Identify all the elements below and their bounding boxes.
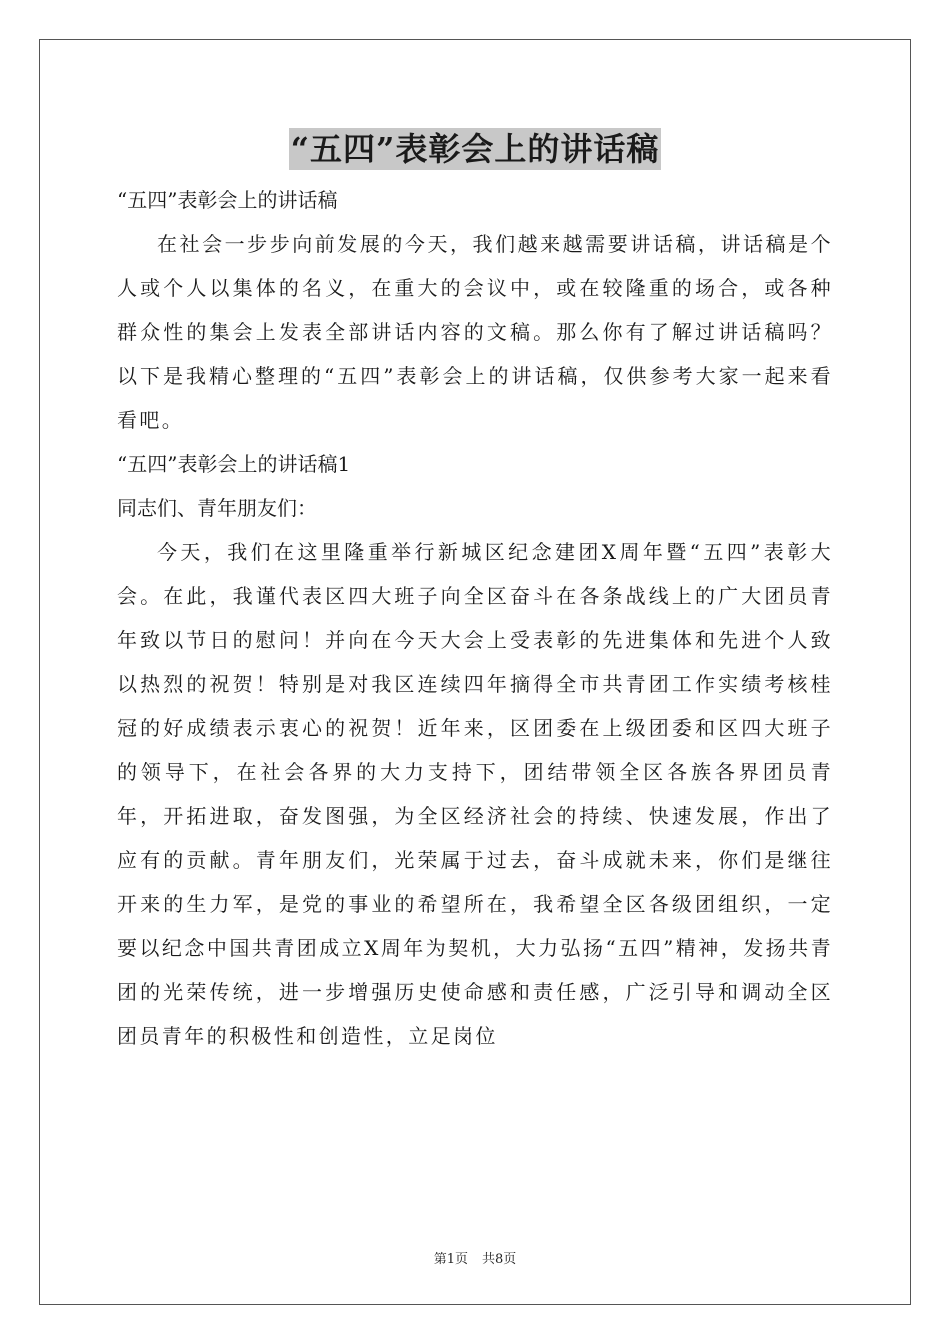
body-paragraph: 今天，我们在这里隆重举行新城区纪念建团X周年暨“五四”表彰大会。在此，我谨代表区四大班子向全区奋斗在各条战线上的广大团员青年致以节日的慰问！并向在今天大会上受表彰的先进集体和先进个人致以热烈的祝贺！特别是对我区连续四年摘得全市共青团工作实绩考核桂冠的好成绩表示衷心的祝贺！近年来，区团委在上级团委和区四大班子的领导下，在社会各界的大力支持下，团结带领全区各族各界团员青年，开拓进取，奋发图强，为全区经济社会的持续、快速发展，作出了应有的贡献。青年朋友们，光荣属于过去，奋斗成就未来，你们是继往开来的生力军，是党的事业的希望所在，我希望全区各级团组织，一定要以纪念中国共青团成立X周年为契机，大力弘扬“五四”精神，发扬共青团的光荣传统，进一步增强历史使命感和责任感，广泛引导和调动全区团员青年的积极性和创造性，立足岗位 xyxy=(117,540,833,1048)
document-title xyxy=(0,128,950,170)
page-total: 共8页 xyxy=(482,1252,517,1267)
salutation: 同志们、青年朋友们： xyxy=(117,496,317,520)
page-number: 第1页 xyxy=(433,1252,468,1267)
intro-paragraph: 在社会一步步向前发展的今天，我们越来越需要讲话稿，讲话稿是个人或个人以集体的名义，在重大的会议中，或在较隆重的场合，或各种群众性的集会上发表全部讲话内容的文稿。那么你有了解过讲话稿吗？以下是我精心整理的“五四”表彰会上的讲话稿，仅供参考大家一起来看看吧。 xyxy=(117,232,833,432)
document-body xyxy=(117,178,833,1058)
page-footer xyxy=(0,1248,950,1267)
document-subtitle: “五四”表彰会上的讲话稿 xyxy=(117,188,338,212)
document-title-text: “五四”表彰会上的讲话稿 xyxy=(290,130,660,168)
section-heading: “五四”表彰会上的讲话稿1 xyxy=(117,452,351,476)
